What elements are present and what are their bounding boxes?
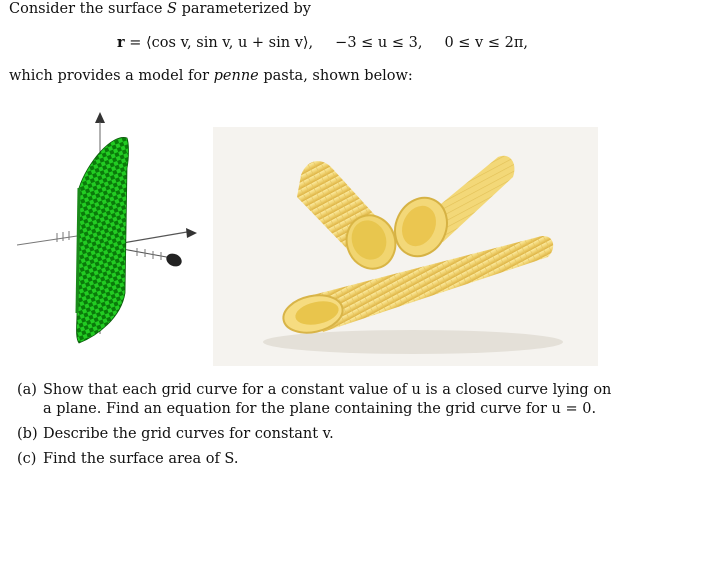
model-text-after: pasta, shown below: bbox=[258, 68, 413, 84]
part-c-label: (c) bbox=[17, 451, 37, 467]
penne-pasta-photo bbox=[213, 127, 598, 366]
axis-y-right bbox=[117, 232, 187, 244]
part-b bbox=[17, 425, 617, 444]
formula-eq: = bbox=[124, 35, 147, 51]
formula-range-u: −3 ≤ u ≤ 3, bbox=[335, 35, 423, 51]
arrow-right-icon bbox=[186, 228, 197, 238]
arrow-up-icon bbox=[95, 112, 105, 123]
formula-lhs: r bbox=[117, 34, 125, 51]
part-c bbox=[17, 450, 617, 469]
arrow-cone-icon bbox=[164, 251, 184, 269]
part-b-label: (b) bbox=[17, 426, 38, 442]
part-a-label: (a) bbox=[17, 382, 37, 398]
intro-text-after: parameterized by bbox=[176, 1, 311, 17]
surface-plot-figure bbox=[17, 108, 217, 348]
part-a bbox=[17, 381, 617, 419]
model-text-before: which provides a model for bbox=[9, 68, 214, 84]
model-sentence bbox=[9, 68, 413, 84]
intro-text-before: Consider the surface bbox=[9, 1, 168, 17]
part-b-text: Describe the grid curves for constant v. bbox=[43, 426, 334, 442]
parameterization-formula bbox=[117, 34, 528, 51]
penne-word: penne bbox=[213, 68, 259, 84]
part-a-text: Show that each grid curve for a constant value of u is a closed curve lying on a plane. Find an equation for the plane containing the grid curve for u = 0. bbox=[43, 382, 612, 417]
penne-surface bbox=[77, 137, 129, 343]
axis-x-left bbox=[17, 236, 77, 245]
formula-range-v: 0 ≤ v ≤ 2π, bbox=[444, 35, 528, 51]
formula-vector: ⟨cos v, sin v, u + sin v⟩, bbox=[146, 35, 314, 51]
part-c-text: Find the surface area of S. bbox=[43, 451, 239, 467]
surface-symbol: S bbox=[167, 1, 177, 17]
intro-sentence bbox=[9, 1, 311, 17]
question-parts bbox=[17, 381, 617, 475]
